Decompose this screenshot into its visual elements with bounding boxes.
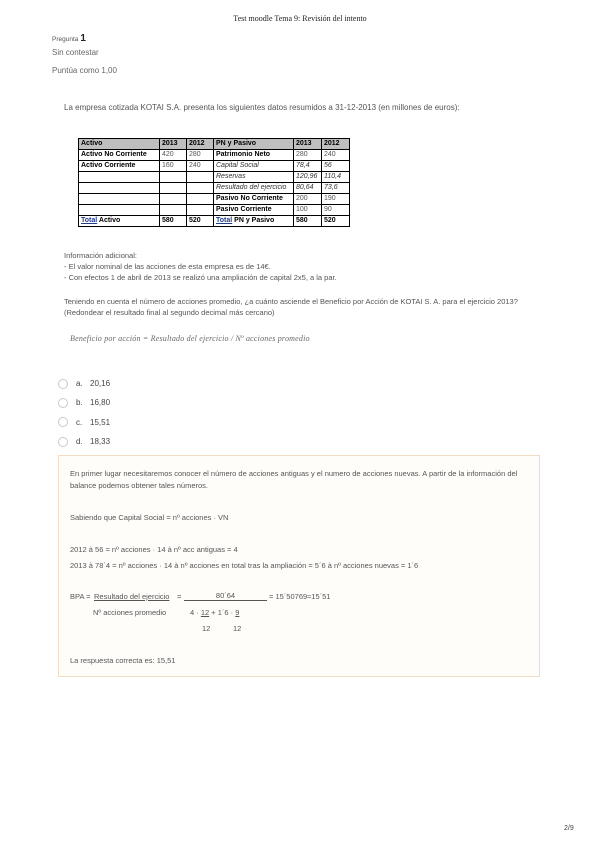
- bpa-denominator-label: Nº acciones promedio: [93, 608, 167, 617]
- den-part: 12: [200, 608, 210, 617]
- option-a[interactable]: [58, 374, 110, 393]
- radio-button[interactable]: [58, 398, 68, 408]
- table-header: 2013: [160, 139, 187, 150]
- table-row: [79, 150, 350, 161]
- info-title: Información adicional:: [64, 251, 137, 260]
- den-12-a: 12: [202, 624, 211, 633]
- formula-image: Beneficio por acción = Resultado del ejercicio / Nº acciones promedio: [70, 334, 310, 343]
- option-d[interactable]: [58, 432, 110, 451]
- balance-table: [78, 138, 350, 227]
- table-cell: 78,4: [294, 161, 322, 172]
- table-cell: [187, 194, 214, 205]
- question-number: 1: [80, 33, 86, 44]
- question-label: [52, 33, 86, 44]
- page-number: 2/9: [564, 825, 574, 832]
- option-letter: a.: [76, 379, 83, 389]
- feedback-line: 2013 à 78´4 = nº acciones · 14 à nº acciones en total tras la ampliación = 5´6 à nº acciones nuevas = 1´6: [70, 561, 419, 570]
- table-cell: [214, 216, 294, 227]
- table-cell: 240: [322, 150, 350, 161]
- table-cell: [160, 205, 187, 216]
- table-cell: Patrimonio Neto: [214, 150, 294, 161]
- table-cell: Pasivo Corriente: [214, 205, 294, 216]
- table-cell: 580: [160, 216, 187, 227]
- table-cell: 580: [294, 216, 322, 227]
- table-cell: 280: [187, 150, 214, 161]
- table-cell: 56: [322, 161, 350, 172]
- option-value: 15,51: [90, 417, 111, 427]
- total-word: Total: [216, 217, 233, 224]
- feedback-box: [58, 455, 540, 677]
- total-activo-label: Activo: [97, 217, 121, 224]
- table-cell: [160, 194, 187, 205]
- table-cell: Resultado del ejercicio: [214, 183, 294, 194]
- table-cell: [160, 172, 187, 183]
- table-cell: 100: [294, 205, 322, 216]
- table-cell: [79, 216, 160, 227]
- table-cell: 120,96: [294, 172, 322, 183]
- table-row: [79, 194, 350, 205]
- den-part: 9: [235, 608, 240, 617]
- table-cell: [79, 205, 160, 216]
- table-header: PN y Pasivo: [214, 139, 294, 150]
- table-cell: Activo Corriente: [79, 161, 160, 172]
- table-cell: 190: [322, 194, 350, 205]
- question-label-text: Pregunta: [52, 36, 79, 43]
- question-intro: La empresa cotizada KOTAI S.A. presenta los siguientes datos resumidos a 31-12-2013 (en millones de euros):: [64, 103, 460, 112]
- table-cell: 240: [187, 161, 214, 172]
- table-row: [79, 161, 350, 172]
- table-cell: [79, 172, 160, 183]
- info-line: - Con efectos 1 de abril de 2013 se realizó una ampliación de capital 2x5, a la par.: [64, 273, 337, 282]
- page-header-title: Test moodle Tema 9: Revisión del intento: [233, 14, 367, 23]
- feedback-line: 2012 à 56 = nº acciones · 14 à nº acc antiguas = 4: [70, 545, 238, 554]
- feedback-line: balance podemos obtener tales números.: [70, 481, 209, 490]
- bpa-result: = 15´50769≈15´51: [269, 592, 331, 601]
- option-c[interactable]: [58, 413, 110, 432]
- table-cell: Pasivo No Corriente: [214, 194, 294, 205]
- table-row: [79, 172, 350, 183]
- bpa-numerator-label: Resultado del ejercicio: [94, 592, 170, 601]
- table-cell: [79, 183, 160, 194]
- option-b[interactable]: [58, 393, 110, 412]
- question-status: Sin contestar: [52, 48, 99, 57]
- table-cell: Activo No Corriente: [79, 150, 160, 161]
- option-letter: d.: [76, 437, 83, 447]
- den-part: + 1´6 ·: [209, 608, 236, 617]
- table-row: [79, 183, 350, 194]
- feedback-line: En primer lugar necesitaremos conocer el número de acciones antiguas y el numero de acciones nuevas. A partir de la información del: [70, 469, 518, 478]
- question-score: Puntúa como 1,00: [52, 66, 117, 75]
- info-line: - El valor nominal de las acciones de esta empresa es de 14€.: [64, 262, 271, 271]
- table-cell: 73,6: [322, 183, 350, 194]
- table-cell: [79, 194, 160, 205]
- table-cell: [187, 183, 214, 194]
- answer-options: [58, 374, 110, 451]
- option-value: 16,80: [90, 398, 111, 408]
- total-pn-label: PN y Pasivo: [232, 217, 275, 224]
- table-total-row: [79, 216, 350, 227]
- table-cell: [160, 183, 187, 194]
- table-cell: 280: [294, 150, 322, 161]
- table-cell: Reservas: [214, 172, 294, 183]
- bpa-equals: =: [177, 592, 182, 601]
- den-part: 4 ·: [190, 608, 201, 617]
- table-cell: 80,64: [294, 183, 322, 194]
- option-value: 20,16: [90, 379, 111, 389]
- question-text: [64, 296, 518, 318]
- table-cell: [187, 205, 214, 216]
- table-cell: 200: [294, 194, 322, 205]
- table-header: 2013: [294, 139, 322, 150]
- radio-button[interactable]: [58, 437, 68, 447]
- option-letter: b.: [76, 398, 83, 408]
- table-header: 2012: [322, 139, 350, 150]
- total-word: Total: [81, 217, 98, 224]
- table-row: [79, 205, 350, 216]
- table-cell: 420: [160, 150, 187, 161]
- table-cell: 520: [322, 216, 350, 227]
- question-note: (Redondear el resultado final al segundo decimal más cercano): [64, 308, 275, 317]
- option-value: 18,33: [90, 437, 111, 447]
- table-header: Activo: [79, 139, 160, 150]
- den-12-b: 12: [233, 624, 242, 633]
- table-cell: 160: [160, 161, 187, 172]
- radio-button[interactable]: [58, 379, 68, 389]
- table-cell: 110,4: [322, 172, 350, 183]
- table-header: 2012: [187, 139, 214, 150]
- bpa-fraction-numerator: 80´64: [184, 591, 267, 601]
- question-text-line: Teniendo en cuenta el número de acciones promedio, ¿a cuánto asciende el Beneficio por Acción de KOTAI S. A. para el ejercicio 2013?: [64, 297, 518, 306]
- table-cell: 520: [187, 216, 214, 227]
- additional-info: [64, 250, 337, 283]
- radio-button[interactable]: [58, 417, 68, 427]
- table-cell: Capital Social: [214, 161, 294, 172]
- feedback-line: Sabiendo que Capital Social = nº acciones · VN: [70, 513, 229, 522]
- table-header-row: [79, 139, 350, 150]
- bpa-label: BPA =: [70, 592, 91, 601]
- correct-answer: La respuesta correcta es: 15,51: [70, 656, 176, 665]
- table-cell: [187, 172, 214, 183]
- option-letter: c.: [76, 417, 83, 427]
- table-cell: 90: [322, 205, 350, 216]
- bpa-denominator: [190, 607, 239, 618]
